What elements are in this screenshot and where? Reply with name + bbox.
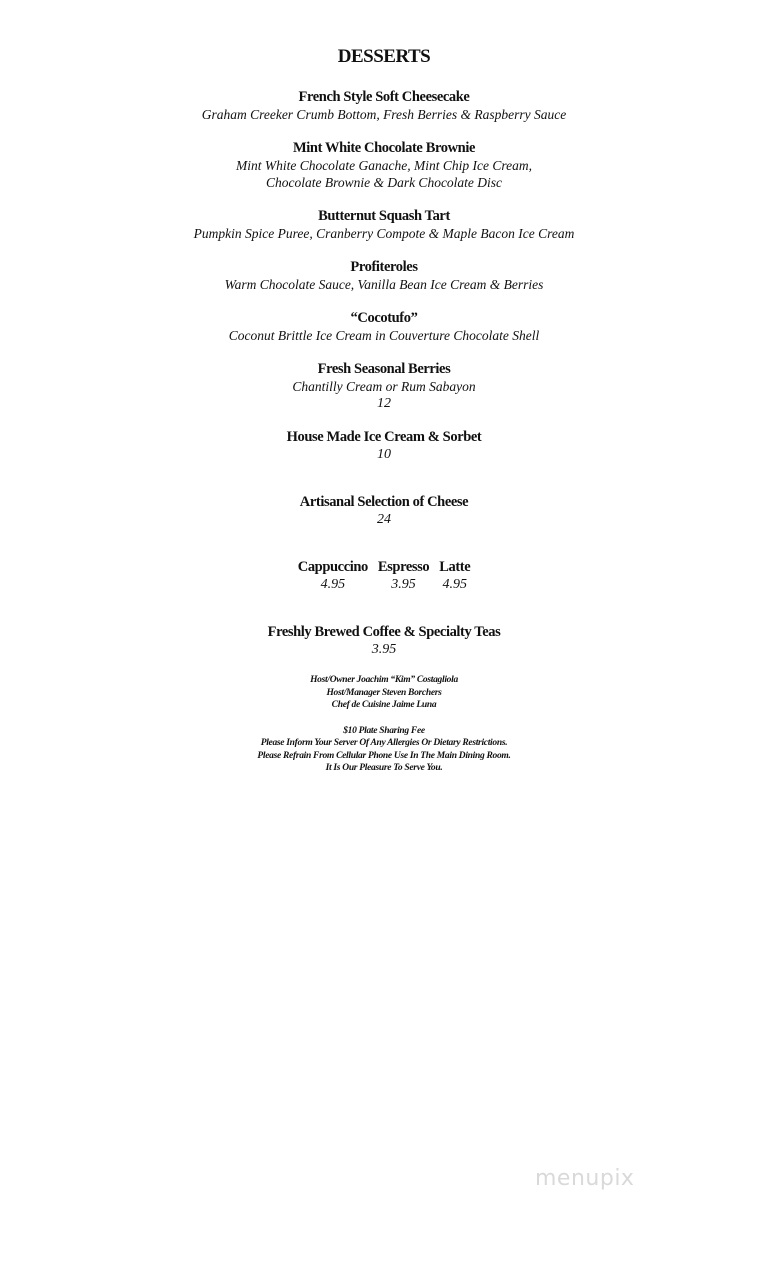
item-price: 24: [377, 512, 391, 527]
item-name: Fresh Seasonal Berries: [317, 361, 451, 377]
menu-item-berries: [0, 360, 768, 412]
item-name: Cappuccino: [297, 559, 368, 575]
item-name: Artisanal Selection of Cheese: [299, 494, 469, 510]
item-description: Graham Creeker Crumb Bottom, Fresh Berries & Raspberry Sauce: [201, 107, 567, 122]
staff-line: Host/Owner Joachim “Kim” Costagliola: [310, 675, 458, 685]
item-name: Espresso: [377, 559, 430, 575]
item-name: House Made Ice Cream & Sorbet: [286, 429, 482, 445]
item-price: 3.95: [391, 577, 416, 592]
item-price: 12: [377, 396, 391, 411]
menu-item-ice-cream: [0, 428, 768, 463]
item-name: “Cocotufo”: [350, 310, 418, 326]
coffee-item-latte: [439, 558, 470, 593]
item-name: Profiteroles: [350, 259, 418, 275]
menu-item-cheese: [0, 493, 768, 528]
item-description: Pumpkin Spice Puree, Cranberry Compote & Maple Bacon Ice Cream: [193, 226, 575, 241]
menu-item-profiteroles: [0, 258, 768, 293]
coffee-item-cappuccino: [298, 558, 368, 593]
menu-title: DESSERTS: [337, 46, 431, 67]
item-name: Mint White Chocolate Brownie: [293, 140, 475, 156]
coffee-row: [0, 558, 768, 593]
note-line: It Is Our Pleasure To Serve You.: [325, 763, 443, 773]
item-name: Latte: [439, 559, 471, 575]
menu-item-squash-tart: [0, 207, 768, 242]
menu-item-brownie: [0, 139, 768, 191]
staff-line: Chef de Cuisine Jaime Luna: [331, 700, 437, 710]
staff-credits: [0, 674, 768, 712]
item-description: Warm Chocolate Sauce, Vanilla Bean Ice Cream & Berries: [224, 277, 544, 292]
item-description: Coconut Brittle Ice Cream in Couverture Chocolate Shell: [228, 328, 540, 343]
menu-item-coffee-tea: [0, 623, 768, 658]
item-description: Mint White Chocolate Ganache, Mint Chip Ice Cream,: [235, 158, 533, 173]
note-line: Please Inform Your Server Of Any Allergies Or Dietary Restrictions.: [260, 738, 508, 748]
menu-item-cocotufo: [0, 309, 768, 344]
watermark-logo: menupix: [535, 1166, 635, 1191]
item-price: 3.95: [371, 642, 397, 657]
coffee-item-espresso: [378, 558, 429, 593]
note-line: Please Refrain From Cellular Phone Use In The Main Dining Room.: [257, 750, 511, 761]
item-name: French Style Soft Cheesecake: [298, 89, 470, 105]
item-name: Freshly Brewed Coffee & Specialty Teas: [267, 624, 501, 640]
item-description: Chantilly Cream or Rum Sabayon: [292, 379, 476, 394]
item-name: Butternut Squash Tart: [318, 208, 450, 224]
item-description: Chocolate Brownie & Dark Chocolate Disc: [265, 175, 503, 190]
item-price: 10: [377, 447, 391, 462]
menu-item-cheesecake: [0, 88, 768, 123]
item-price: 4.95: [320, 577, 346, 592]
staff-line: Host/Manager Steven Borchers: [326, 687, 442, 698]
note-line: $10 Plate Sharing Fee: [343, 725, 425, 736]
house-notes: [0, 725, 768, 775]
dessert-menu: [0, 46, 768, 775]
item-price: 4.95: [442, 577, 467, 592]
